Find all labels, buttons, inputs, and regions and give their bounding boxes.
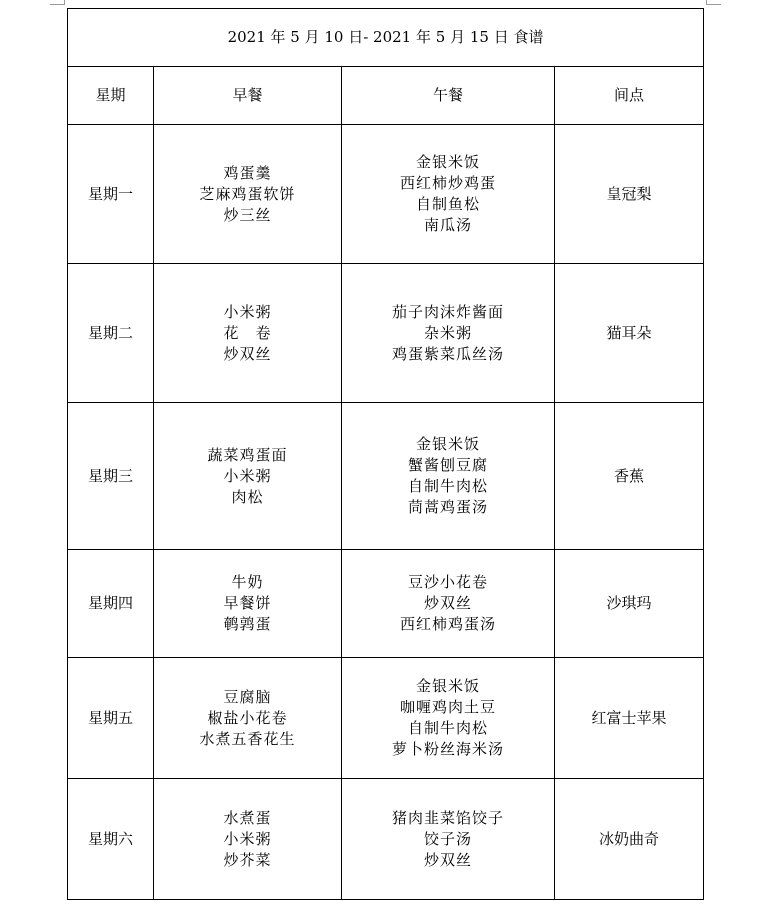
weekday-cell: 星期三 (68, 403, 154, 550)
menu-row (68, 125, 704, 264)
lunch-item: 萝卜粉丝海米汤 (391, 740, 504, 758)
lunch-item: 咖喱鸡肉土豆 (399, 698, 496, 716)
header-lunch: 午餐 (342, 67, 555, 125)
breakfast-item: 炒双丝 (223, 344, 272, 363)
lunch-cell (342, 658, 555, 779)
breakfast-item: 小米粥 (223, 302, 272, 321)
snack-cell: 香蕉 (555, 403, 704, 550)
lunch-cell (342, 403, 555, 550)
breakfast-item: 水煮五香花生 (199, 729, 296, 748)
weekday-cell: 星期四 (68, 550, 154, 658)
snack-cell: 皇冠梨 (555, 125, 704, 264)
lunch-item: 自制牛肉松 (407, 719, 488, 737)
snack-cell: 红富士苹果 (555, 658, 704, 779)
menu-title: 2021 年 5 月 10 日- 2021 年 5 月 15 日 食谱 (68, 9, 704, 67)
menu-row (68, 779, 704, 900)
menu-row (68, 658, 704, 779)
weekday-cell: 星期六 (68, 779, 154, 900)
breakfast-item: 鹌鹑蛋 (223, 615, 272, 633)
breakfast-item: 小米粥 (223, 829, 272, 848)
lunch-item: 杂米粥 (423, 323, 472, 342)
header-weekday: 星期 (68, 67, 154, 125)
lunch-item: 豆沙小花卷 (407, 573, 488, 591)
breakfast-item: 椒盐小花卷 (207, 708, 288, 727)
snack-cell: 沙琪玛 (555, 550, 704, 658)
breakfast-cell (154, 658, 342, 779)
breakfast-cell (154, 779, 342, 900)
crop-mark-top-left (50, 0, 65, 5)
weekday-cell: 星期二 (68, 264, 154, 403)
breakfast-item: 炒三丝 (223, 205, 272, 224)
lunch-item: 自制牛肉松 (407, 477, 488, 495)
lunch-cell (342, 779, 555, 900)
breakfast-item: 蔬菜鸡蛋面 (207, 445, 288, 464)
lunch-item: 金银米饭 (415, 435, 480, 453)
lunch-cell (342, 125, 555, 264)
lunch-cell (342, 550, 555, 658)
menu-row (68, 264, 704, 403)
lunch-item: 饺子汤 (423, 829, 472, 848)
snack-cell: 冰奶曲奇 (555, 779, 704, 900)
header-breakfast: 早餐 (154, 67, 342, 125)
header-snack: 间点 (555, 67, 704, 125)
lunch-item: 西红柿鸡蛋汤 (399, 615, 496, 633)
lunch-item: 西红柿炒鸡蛋 (399, 174, 496, 192)
lunch-item: 炒双丝 (423, 850, 472, 869)
snack-cell: 猫耳朵 (555, 264, 704, 403)
breakfast-item: 肉松 (231, 487, 264, 506)
menu-row (68, 550, 704, 658)
header-row (68, 67, 704, 125)
lunch-cell (342, 264, 555, 403)
menu-row (68, 403, 704, 550)
lunch-item: 炒双丝 (423, 594, 472, 612)
breakfast-item: 早餐饼 (223, 594, 272, 612)
lunch-item: 金银米饭 (415, 677, 480, 695)
breakfast-item: 花 卷 (223, 323, 272, 342)
breakfast-cell (154, 550, 342, 658)
breakfast-cell (154, 264, 342, 403)
breakfast-cell (154, 125, 342, 264)
lunch-item: 南瓜汤 (423, 216, 472, 234)
breakfast-item: 小米粥 (223, 466, 272, 485)
weekday-cell: 星期五 (68, 658, 154, 779)
breakfast-item: 芝麻鸡蛋软饼 (199, 184, 296, 203)
lunch-item: 蟹酱刨豆腐 (407, 456, 488, 474)
lunch-item: 金银米饭 (415, 153, 480, 171)
lunch-item: 鸡蛋紫菜瓜丝汤 (391, 344, 504, 363)
lunch-item: 茼蒿鸡蛋汤 (407, 498, 488, 516)
crop-mark-top-right (706, 0, 721, 5)
breakfast-item: 水煮蛋 (223, 808, 272, 827)
lunch-item: 自制鱼松 (415, 195, 480, 213)
lunch-item: 猪肉韭菜馅饺子 (391, 808, 504, 827)
breakfast-item: 豆腐脑 (223, 687, 272, 706)
breakfast-item: 牛奶 (231, 573, 264, 591)
lunch-item: 茄子肉沫炸酱面 (391, 302, 504, 321)
breakfast-item: 炒芥菜 (223, 850, 272, 869)
breakfast-item: 鸡蛋羹 (223, 163, 272, 182)
weekday-cell: 星期一 (68, 125, 154, 264)
breakfast-cell (154, 403, 342, 550)
menu-table (67, 8, 704, 900)
